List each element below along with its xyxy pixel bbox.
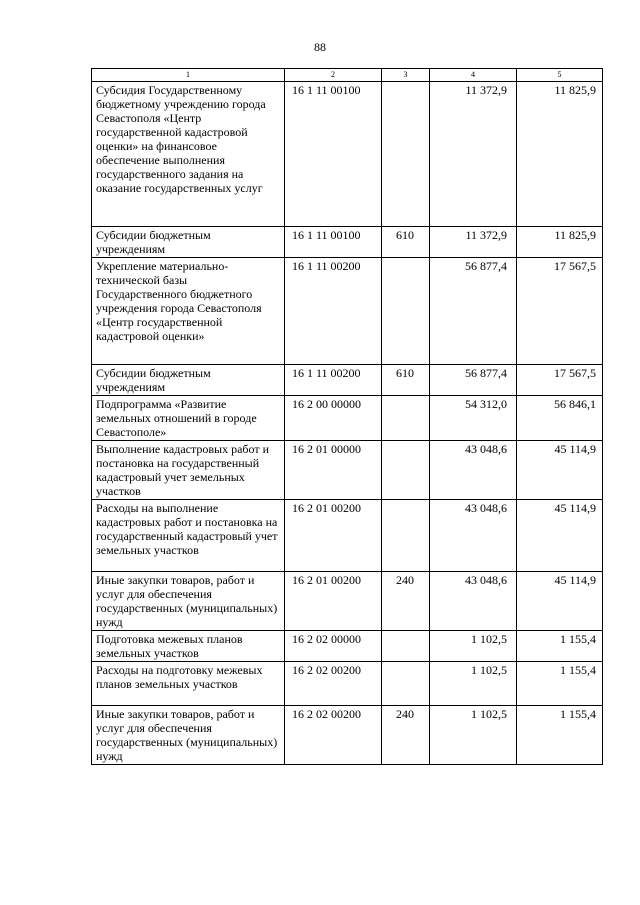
table-row <box>92 82 603 227</box>
row-value-col4: 11 372,9 <box>430 227 517 258</box>
row-code: 16 1 11 00100 <box>285 227 382 258</box>
row-value-col4: 1 102,5 <box>430 662 517 706</box>
table-row <box>92 365 603 396</box>
row-expense-type: 240 <box>382 706 430 765</box>
row-expense-type <box>382 500 430 572</box>
row-code: 16 1 11 00100 <box>285 82 382 227</box>
row-name: Расходы на выполнение кадастровых работ и постановка на государственный кадастровый учет земельных участков <box>92 500 285 572</box>
page-number: 88 <box>314 40 326 54</box>
table-row <box>92 572 603 631</box>
row-value-col4: 43 048,6 <box>430 572 517 631</box>
row-code: 16 2 02 00200 <box>285 706 382 765</box>
row-value-col5: 45 114,9 <box>517 500 603 572</box>
row-expense-type <box>382 258 430 365</box>
row-value-col4: 56 877,4 <box>430 365 517 396</box>
row-expense-type <box>382 662 430 706</box>
row-code: 16 1 11 00200 <box>285 258 382 365</box>
row-code: 16 2 02 00200 <box>285 662 382 706</box>
row-value-col4: 43 048,6 <box>430 500 517 572</box>
row-code: 16 2 02 00000 <box>285 631 382 662</box>
row-value-col4: 1 102,5 <box>430 631 517 662</box>
table-row <box>92 631 603 662</box>
row-value-col4: 43 048,6 <box>430 441 517 500</box>
row-code: 16 2 01 00000 <box>285 441 382 500</box>
table-row <box>92 441 603 500</box>
row-code: 16 2 01 00200 <box>285 572 382 631</box>
row-value-col4: 1 102,5 <box>430 706 517 765</box>
column-header-5: 5 <box>517 69 603 82</box>
row-value-col4: 56 877,4 <box>430 258 517 365</box>
row-name: Субсидии бюджетным учреждениям <box>92 227 285 258</box>
row-name: Подпрограмма «Развитие земельных отношений в городе Севастополе» <box>92 396 285 441</box>
row-name: Подготовка межевых планов земельных участков <box>92 631 285 662</box>
column-header-4: 4 <box>430 69 517 82</box>
row-expense-type <box>382 631 430 662</box>
row-name: Расходы на подготовку межевых планов земельных участков <box>92 662 285 706</box>
row-value-col4: 54 312,0 <box>430 396 517 441</box>
column-header-1: 1 <box>92 69 285 82</box>
row-expense-type <box>382 82 430 227</box>
budget-table <box>91 68 603 765</box>
row-name: Иные закупки товаров, работ и услуг для обеспечения государственных (муниципальных) нужд <box>92 572 285 631</box>
row-value-col5: 1 155,4 <box>517 662 603 706</box>
table-row <box>92 500 603 572</box>
row-expense-type: 610 <box>382 227 430 258</box>
row-value-col5: 17 567,5 <box>517 365 603 396</box>
row-name: Выполнение кадастровых работ и постановка на государственный кадастровый учет земельных участков <box>92 441 285 500</box>
row-code: 16 2 00 00000 <box>285 396 382 441</box>
row-value-col5: 1 155,4 <box>517 631 603 662</box>
row-value-col5: 45 114,9 <box>517 441 603 500</box>
table-row <box>92 227 603 258</box>
table-row <box>92 396 603 441</box>
row-value-col5: 45 114,9 <box>517 572 603 631</box>
row-name: Укрепление материально-технической базы Государственного бюджетного учреждения города Севастополя «Центр государственной кадастровой оценки» <box>92 258 285 365</box>
row-value-col5: 11 825,9 <box>517 82 603 227</box>
row-value-col4: 11 372,9 <box>430 82 517 227</box>
row-value-col5: 17 567,5 <box>517 258 603 365</box>
column-header-2: 2 <box>285 69 382 82</box>
row-name: Субсидия Государственному бюджетному учреждению города Севастополя «Центр государственной кадастровой оценки» на финансовое обеспечение выполнения государственного задания на оказание государственных услуг <box>92 82 285 227</box>
table-header-row <box>92 69 603 82</box>
row-expense-type <box>382 441 430 500</box>
row-value-col5: 56 846,1 <box>517 396 603 441</box>
row-code: 16 2 01 00200 <box>285 500 382 572</box>
row-value-col5: 11 825,9 <box>517 227 603 258</box>
column-header-3: 3 <box>382 69 430 82</box>
row-expense-type <box>382 396 430 441</box>
table-row <box>92 706 603 765</box>
table-row <box>92 662 603 706</box>
table-row <box>92 258 603 365</box>
row-name: Иные закупки товаров, работ и услуг для обеспечения государственных (муниципальных) нужд <box>92 706 285 765</box>
row-name: Субсидии бюджетным учреждениям <box>92 365 285 396</box>
row-expense-type: 610 <box>382 365 430 396</box>
row-expense-type: 240 <box>382 572 430 631</box>
row-code: 16 1 11 00200 <box>285 365 382 396</box>
row-value-col5: 1 155,4 <box>517 706 603 765</box>
